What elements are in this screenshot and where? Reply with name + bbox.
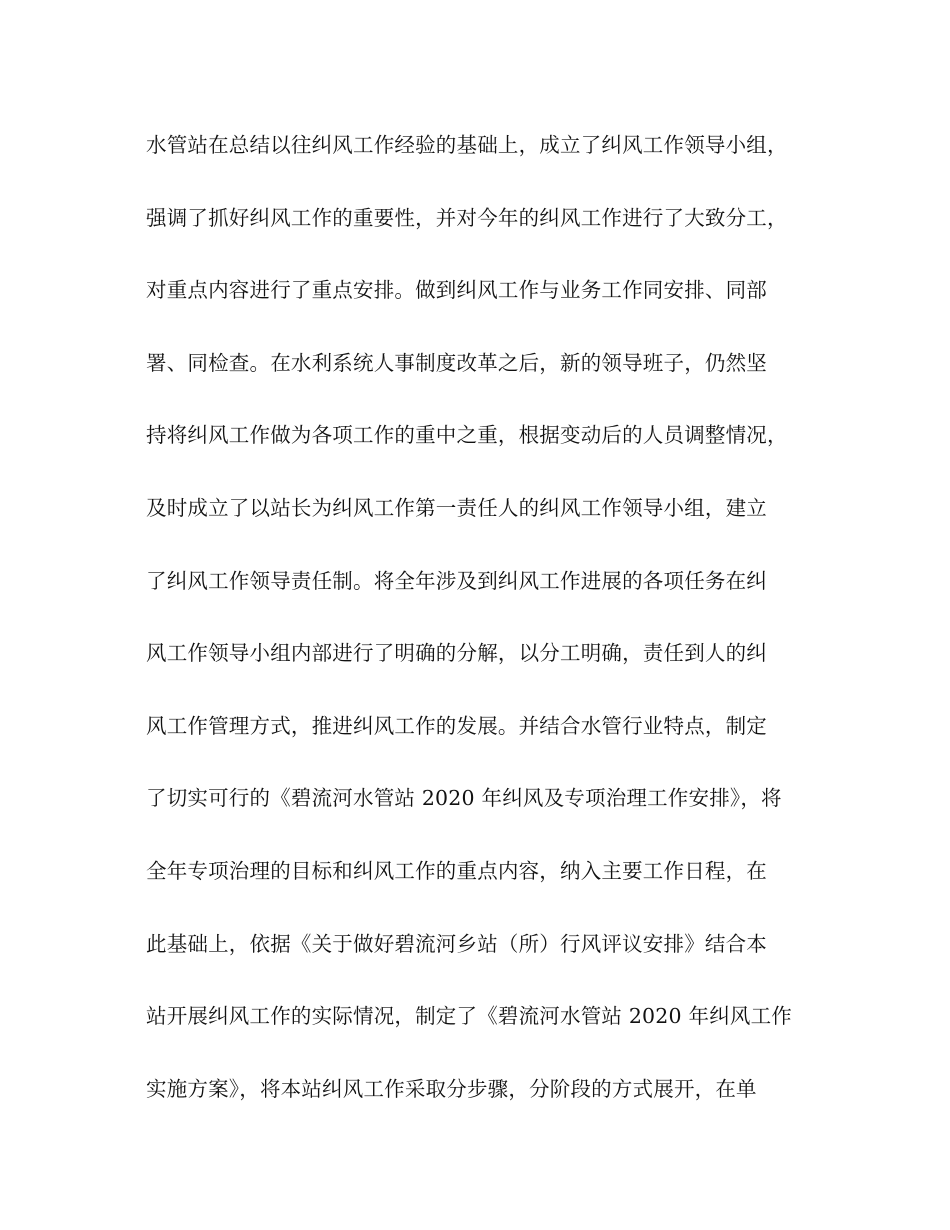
text-line: 及时成立了以站长为纠风工作第一责任人的纠风工作领导小组，建立 — [146, 495, 767, 520]
text-line: 站开展纠风工作的实际情况，制定了《碧流河水管站 2020 年纠风工作 — [146, 1004, 793, 1029]
text-line: 全年专项治理的目标和纠风工作的重点内容，纳入主要工作日程，在 — [146, 858, 767, 883]
text-line: 风工作管理方式，推进纠风工作的发展。并结合水管行业特点，制定 — [146, 713, 767, 738]
body-text — [146, 125, 816, 1141]
text-line: 对重点内容进行了重点安排。做到纠风工作与业务工作同安排、同部 — [146, 278, 767, 303]
text-line: 了纠风工作领导责任制。将全年涉及到纠风工作进展的各项任务在纠 — [146, 568, 767, 593]
text-line: 风工作领导小组内部进行了明确的分解，以分工明确，责任到人的纠 — [146, 641, 767, 666]
text-line: 持将纠风工作做为各项工作的重中之重，根据变动后的人员调整情况， — [146, 423, 788, 448]
text-line: 强调了抓好纠风工作的重要性，并对今年的纠风工作进行了大致分工， — [146, 205, 788, 230]
text-line: 水管站在总结以往纠风工作经验的基础上，成立了纠风工作领导小组， — [146, 133, 788, 157]
text-line: 了切实可行的《碧流河水管站 2020 年纠风及专项治理工作安排》，将 — [146, 786, 782, 811]
text-line: 此基础上，依据《关于做好碧流河乡站（所）行风评议安排》结合本 — [146, 931, 767, 956]
text-line: 实施方案》，将本站纠风工作采取分步骤，分阶段的方式展开，在单 — [146, 1076, 757, 1101]
text-line: 署、同检查。在水利系统人事制度改革之后，新的领导班子，仍然坚 — [146, 350, 767, 375]
